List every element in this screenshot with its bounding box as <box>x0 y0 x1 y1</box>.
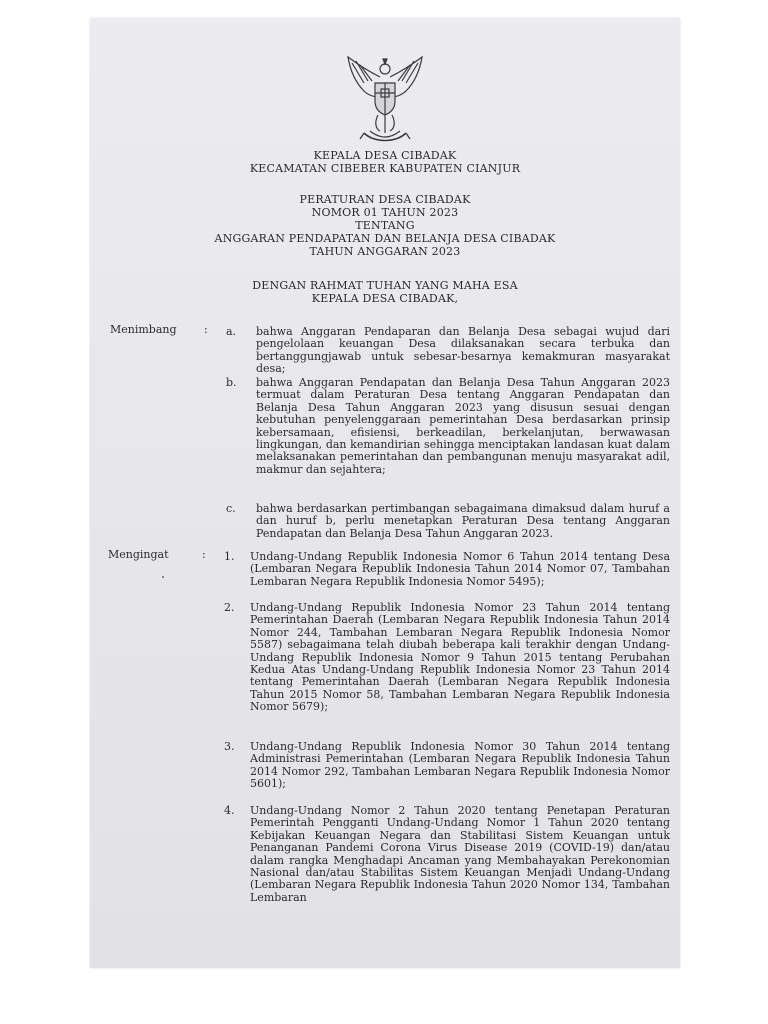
item-text: Undang-Undang Republik Indonesia Nomor 6 Tahun 2014 tentang Desa (Lembaran Negara Republik Indonesia Tahun 2014 Nomor 07, Tambahan Lembaran Negara Republik Indonesia Nomor 5495); <box>250 550 670 588</box>
considerans-item <box>256 503 670 540</box>
item-marker: a. <box>226 325 237 338</box>
mengingat-section <box>90 549 680 949</box>
item-marker: 3. <box>224 740 235 753</box>
issuer-line: KEPALA DESA CIBADAK <box>313 149 457 162</box>
item-text: bahwa Anggaran Pendaparan dan Belanja Desa sebagai wujud dari pengelolaan keuangan Desa dilaksanakan secara terbuka dan bertanggungjawab untuk sebesar-besarnya kemakmuran masyarakat desa; <box>256 325 670 376</box>
item-marker: 2. <box>224 601 235 614</box>
garuda-pancasila-emblem-icon <box>340 53 430 148</box>
considerans-item <box>256 377 670 476</box>
considerans-item <box>256 326 670 376</box>
item-text: Undang-Undang Nomor 2 Tahun 2020 tentang Penetapan Peraturan Pemerintah Pengganti Undang-Undang Nomor 1 Tahun 2020 tentang Kebijakan Keuangan Negara dan Stabilitasi Sistem Keuangan untuk Penanganan Pandemi Corona Virus Disease 2019 (COVID-19) dan/atau dalam rangka Menghadapi Ancaman yang Membahayakan Perekonomian Nasional dan/atau Stabilitas Sistem Keuangan Menjadi Undang-Undang (Lembaran Negara Republik Indonesia Tahun 2020 Nomor 134, Tambahan Lembaran <box>250 804 670 904</box>
issuer-header <box>90 149 680 175</box>
preamble <box>90 279 680 305</box>
regulation-title <box>90 193 680 258</box>
title-line: PERATURAN DESA CIBADAK <box>299 193 471 206</box>
section-label: Mengingat <box>108 548 169 561</box>
legal-basis-item <box>250 741 670 791</box>
title-line: TENTANG <box>355 219 415 232</box>
document-page <box>90 18 680 968</box>
title-line: NOMOR 01 TAHUN 2023 <box>311 206 459 219</box>
item-text: bahwa berdasarkan pertimbangan sebagaimana dimaksud dalam huruf a dan huruf b, perlu menetapkan Peraturan Desa tentang Anggaran Pendapatan dan Belanja Desa Tahun Anggaran 2023. <box>256 502 670 540</box>
preamble-line: DENGAN RAHMAT TUHAN YANG MAHA ESA <box>252 279 518 292</box>
menimbang-section <box>90 324 680 544</box>
title-line: TAHUN ANGGARAN 2023 <box>309 245 461 258</box>
section-colon: : <box>204 323 208 336</box>
item-text: Undang-Undang Republik Indonesia Nomor 23 Tahun 2014 tentang Pemerintahan Daerah (Lembaran Negara Republik Indonesia Tahun 2014 Nomor 244, Tambahan Lembaran Negara Republik Indonesia Nomor 5587) sebagaimana telah diubah beberapa kali terakhir dengan Undang-Undang Republik Indonesia Nomor 9 Tahun 2015 tentang Perubahan Kedua Atas Undang-Undang Republik Indonesia Nomor 23 Tahun 2014 tentang Pemerintahan Daerah (Lembaran Negara Republik Indonesia Tahun 2015 Nomor 58, Tambahan Lembaran Negara Republik Indonesia Nomor 5679); <box>250 601 670 714</box>
legal-basis-item <box>250 602 670 714</box>
preamble-line: KEPALA DESA CIBADAK, <box>311 292 459 305</box>
title-line: ANGGARAN PENDAPATAN DAN BELANJA DESA CIBADAK <box>214 232 556 245</box>
section-label: Menimbang <box>110 323 177 336</box>
scan-speck <box>162 576 164 578</box>
item-text: Undang-Undang Republik Indonesia Nomor 30 Tahun 2014 tentang Administrasi Pemerintahan (Lembaran Negara Republik Indonesia Tahun 2014 Nomor 292, Tambahan Lembaran Negara Republik Indonesia Nomor 5601); <box>250 740 670 791</box>
item-text: bahwa Anggaran Pendapatan dan Belanja Desa Tahun Anggaran 2023 termuat dalam Peraturan Desa tentang Anggaran Pendapatan dan Belanja Desa Tahun Anggaran 2023 yang disusun sesuai dengan kebutuhan penyelenggaraan pemerintahan Desa berdasarkan prinsip kebersamaan, efisiensi, berkeadilan, berkelanjutan, berwawasan lingkungan, dan kemandirian sehingga menciptakan landasan kuat dalam melaksanakan pemerintahan dan pembangunan menuju masyarakat adil, makmur dan sejahtera; <box>256 376 670 476</box>
issuer-line: KECAMATAN CIBEBER KABUPATEN CIANJUR <box>249 162 521 175</box>
item-marker: c. <box>226 502 236 515</box>
item-marker: 4. <box>224 804 235 817</box>
legal-basis-item <box>250 805 670 904</box>
section-colon: : <box>202 548 206 561</box>
item-marker: b. <box>226 376 237 389</box>
legal-basis-item <box>250 551 670 588</box>
item-marker: 1. <box>224 550 235 563</box>
